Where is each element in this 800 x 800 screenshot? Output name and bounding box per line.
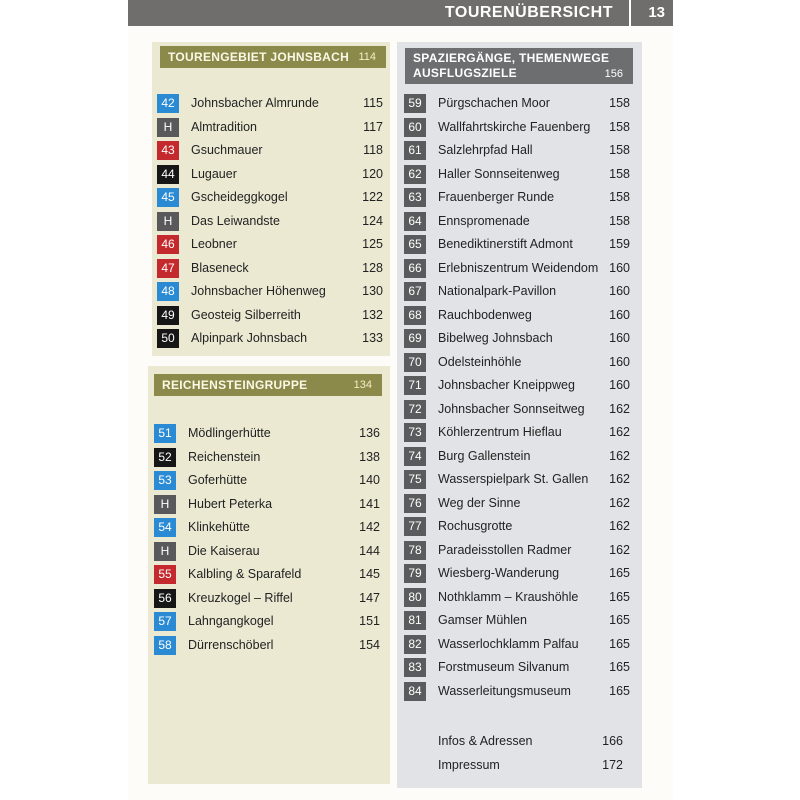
tour-page: 138 [359,449,380,464]
tour-page: 142 [359,520,380,534]
tour-name: Gscheideggkogel [191,190,288,204]
tour-number-badge: 61 [404,141,426,160]
tour-name: Kalbling & Sparafeld [188,567,302,581]
tour-row[interactable] [154,636,380,656]
tour-name: Paradeisstollen Radmer [438,542,572,557]
tour-row[interactable] [404,329,630,349]
tour-page: 162 [609,495,630,510]
tour-page: 158 [609,96,630,110]
tour-name: Köhlerzentrum Hieflau [438,425,562,439]
tour-page: 160 [609,260,630,275]
tour-page: 162 [609,425,630,439]
tour-number-badge: 64 [404,212,426,231]
tour-page: 144 [359,543,380,558]
tour-page: 158 [609,190,630,204]
tour-page: 160 [609,354,630,369]
tour-page: 165 [609,660,630,674]
tour-name: Burg Gallenstein [438,448,531,463]
tour-number-badge: 76 [404,494,426,513]
section-johnsbach [152,42,390,356]
tour-row[interactable] [154,518,380,538]
tour-number-badge: 60 [404,118,426,137]
tour-row[interactable] [157,118,383,138]
tour-name: Almtradition [191,119,257,134]
tour-page: 162 [609,472,630,486]
tour-name: Kreuzkogel – Riffel [188,590,293,605]
tour-number-badge: 74 [404,447,426,466]
tour-number-badge: 73 [404,423,426,442]
tour-name: Wasserspielpark St. Gallen [438,472,589,486]
tour-number-badge: 66 [404,259,426,278]
tour-row[interactable] [154,542,380,562]
tour-page: 118 [363,143,383,157]
tour-name: Bibelweg Johnsbach [438,331,553,345]
section-title: TOURENGEBIET JOHNSBACH [168,50,350,64]
tour-row[interactable] [404,165,630,185]
tour-page: 132 [362,307,383,322]
tour-row[interactable] [404,447,630,467]
section-title: REICHENSTEINGRUPPE [162,378,308,392]
tour-row[interactable] [404,94,630,114]
extra-name: Infos & Adressen [438,734,533,748]
tour-number-badge: 78 [404,541,426,560]
tour-page: 154 [359,637,380,652]
tour-page: 125 [362,237,383,251]
tour-name: Rauchbodenweg [438,307,532,322]
tour-row[interactable] [157,259,383,279]
tour-number-badge: 59 [404,94,426,113]
section-header-johnsbach [160,46,386,68]
tour-row[interactable] [404,141,630,161]
section-header-spaziergaenge [405,48,633,84]
tour-name: Wasserlochklamm Palfau [438,636,579,651]
tour-row[interactable] [404,658,630,678]
tour-page: 147 [359,590,380,605]
tour-number-badge: H [157,118,179,137]
tour-row[interactable] [157,282,383,302]
tour-number-badge: 44 [157,165,179,184]
tour-page: 136 [359,426,380,440]
tour-page: 160 [609,331,630,345]
tour-row[interactable] [157,141,383,161]
tour-name: Reichenstein [188,449,261,464]
extra-page: 166 [602,734,623,748]
tour-name: Gsuchmauer [191,143,263,157]
tour-name: Wiesberg-Wanderung [438,566,560,580]
tour-number-badge: 49 [157,306,179,325]
tour-name: Geosteig Silberreith [191,307,301,322]
tour-page: 160 [609,378,630,392]
tour-name: Wasserleitungsmuseum [438,683,571,698]
tour-page: 162 [609,542,630,557]
tour-name: Mödlingerhütte [188,426,271,440]
tour-name: Nationalpark-Pavillon [438,284,557,298]
tour-name: Blaseneck [191,260,249,275]
tour-name: Frauenberger Runde [438,190,555,204]
tour-page: 162 [609,401,630,416]
tour-page: 151 [359,614,380,628]
tour-row[interactable] [404,517,630,537]
tour-name: Pürgschachen Moor [438,96,550,110]
tour-row[interactable] [157,306,383,326]
tour-page: 115 [363,96,383,110]
tour-row[interactable] [157,188,383,208]
tour-page: 141 [359,496,380,511]
tour-page: 165 [609,566,630,580]
tour-name: Goferhütte [188,473,248,487]
tour-row[interactable] [404,470,630,490]
tour-name: Johnsbacher Kneippweg [438,378,575,392]
tour-name: Odelsteinhöhle [438,354,522,369]
tour-page: 160 [609,307,630,322]
tour-number-badge: 82 [404,635,426,654]
tour-number-badge: 75 [404,470,426,489]
section-spaziergaenge [397,42,642,788]
tour-number-badge: 48 [157,282,179,301]
tour-row[interactable] [157,329,383,349]
tour-name: Salzlehrpfad Hall [438,143,533,157]
tour-name: Alpinpark Johnsbach [191,331,308,345]
tour-page: 158 [609,143,630,157]
tour-page: 162 [609,448,630,463]
tour-number-badge: 46 [157,235,179,254]
tour-number-badge: 53 [154,471,176,490]
tour-page: 130 [362,284,383,298]
tour-row[interactable] [404,188,630,208]
tour-name: Benediktinerstift Admont [438,237,573,251]
tour-number-badge: 47 [157,259,179,278]
tour-number-badge: 80 [404,588,426,607]
section-page: 134 [353,379,372,391]
tour-row[interactable] [404,423,630,443]
tour-number-badge: 81 [404,611,426,630]
section-title-line1: SPAZIERGÄNGE, THEMENWEGE [413,51,610,65]
tour-row[interactable] [404,541,630,561]
tour-name: Johnsbacher Höhenweg [191,284,326,298]
tour-row[interactable] [404,353,630,373]
tour-number-badge: 83 [404,658,426,677]
tour-row[interactable] [404,235,630,255]
tour-page: 159 [609,237,630,251]
tour-number-badge: 68 [404,306,426,325]
section-page: 114 [358,51,376,63]
extra-row[interactable] [404,756,623,776]
tour-row[interactable] [154,565,380,585]
tour-row[interactable] [157,94,383,114]
tour-number-badge: 79 [404,564,426,583]
tour-number-badge: 55 [154,565,176,584]
tour-number-badge: 50 [157,329,179,348]
header-bar [128,0,673,26]
tour-page: 165 [609,683,630,698]
extra-row[interactable] [404,732,623,752]
tour-name: Hubert Peterka [188,496,273,511]
tour-name: Johnsbacher Almrunde [191,96,319,110]
tour-page: 162 [609,519,630,533]
tour-page: 165 [609,589,630,604]
tour-number-badge: 63 [404,188,426,207]
tour-row[interactable] [404,259,630,279]
tour-page: 158 [609,166,630,181]
tour-page: 160 [609,284,630,298]
extra-name: Impressum [438,758,500,772]
tour-number-badge: 72 [404,400,426,419]
tour-number-badge: 54 [154,518,176,537]
tour-name: Haller Sonnseitenweg [438,166,560,181]
tour-name: Gamser Mühlen [438,613,527,627]
tour-page: 165 [609,613,630,627]
header-title: TOURENÜBERSICHT [444,4,613,21]
tour-name: Lugauer [191,166,237,181]
tour-number-badge: 84 [404,682,426,701]
tour-name: Johnsbacher Sonnseitweg [438,401,585,416]
tour-page: 117 [363,119,383,134]
header-divider [629,0,631,26]
tour-row[interactable] [404,376,630,396]
tour-row[interactable] [157,212,383,232]
tour-number-badge: 42 [157,94,179,113]
tour-number-badge: 58 [154,636,176,655]
tour-number-badge: 70 [404,353,426,372]
tour-page: 140 [359,473,380,487]
tour-row[interactable] [404,212,630,232]
tour-row[interactable] [404,494,630,514]
tour-number-badge: 71 [404,376,426,395]
tour-number-badge: 62 [404,165,426,184]
tour-row[interactable] [404,588,630,608]
tour-name: Lahngangkogel [188,614,274,628]
tour-row[interactable] [154,495,380,515]
tour-page: 122 [362,190,383,204]
tour-row[interactable] [154,448,380,468]
tour-row[interactable] [404,282,630,302]
tour-row[interactable] [404,682,630,702]
tour-row[interactable] [404,118,630,138]
tour-row[interactable] [404,400,630,420]
tour-number-badge: 57 [154,612,176,631]
tour-row[interactable] [154,612,380,632]
tour-number-badge: 51 [154,424,176,443]
section-page: 156 [604,68,623,80]
tour-page: 133 [362,331,383,345]
tour-name: Wallfahrtskirche Fauenberg [438,119,591,134]
tour-number-badge: 56 [154,589,176,608]
tour-row[interactable] [404,635,630,655]
tour-name: Weg der Sinne [438,495,521,510]
tour-row[interactable] [157,165,383,185]
tour-number-badge: 65 [404,235,426,254]
tour-name: Rochusgrotte [438,519,513,533]
tour-number-badge: 69 [404,329,426,348]
tour-row[interactable] [154,589,380,609]
tour-number-badge: H [154,495,176,514]
tour-number-badge: 45 [157,188,179,207]
tour-number-badge: H [157,212,179,231]
section-title-line2: AUSFLUGSZIELE [413,66,517,80]
tour-name: Nothklamm – Kraushöhle [438,589,579,604]
page-number: 13 [648,4,665,21]
section-header-reichenstein [154,374,382,396]
tour-row[interactable] [404,306,630,326]
tour-name: Klinkehütte [188,520,250,534]
section-reichenstein [148,366,390,784]
tour-name: Forstmuseum Silvanum [438,660,570,674]
tour-name: Dürrenschöberl [188,637,274,652]
tour-name: Ennspromenade [438,213,530,228]
tour-row[interactable] [404,611,630,631]
tour-row[interactable] [154,424,380,444]
tour-page: 128 [362,260,383,275]
tour-row[interactable] [157,235,383,255]
tour-name: Die Kaiserau [188,543,260,558]
tour-page: 124 [362,213,383,228]
tour-page: 158 [609,119,630,134]
tour-number-badge: 52 [154,448,176,467]
tour-page: 165 [609,636,630,651]
tour-page: 145 [359,567,380,581]
tour-row[interactable] [404,564,630,584]
tour-page: 120 [362,166,383,181]
tour-number-badge: 43 [157,141,179,160]
tour-name: Das Leiwandste [191,213,280,228]
tour-row[interactable] [154,471,380,491]
tour-page: 158 [609,213,630,228]
tour-number-badge: 77 [404,517,426,536]
extra-page: 172 [602,758,623,772]
tour-number-badge: 67 [404,282,426,301]
tour-name: Leobner [191,237,237,251]
tour-number-badge: H [154,542,176,561]
tour-name: Erlebniszentrum Weidendom [438,260,599,275]
